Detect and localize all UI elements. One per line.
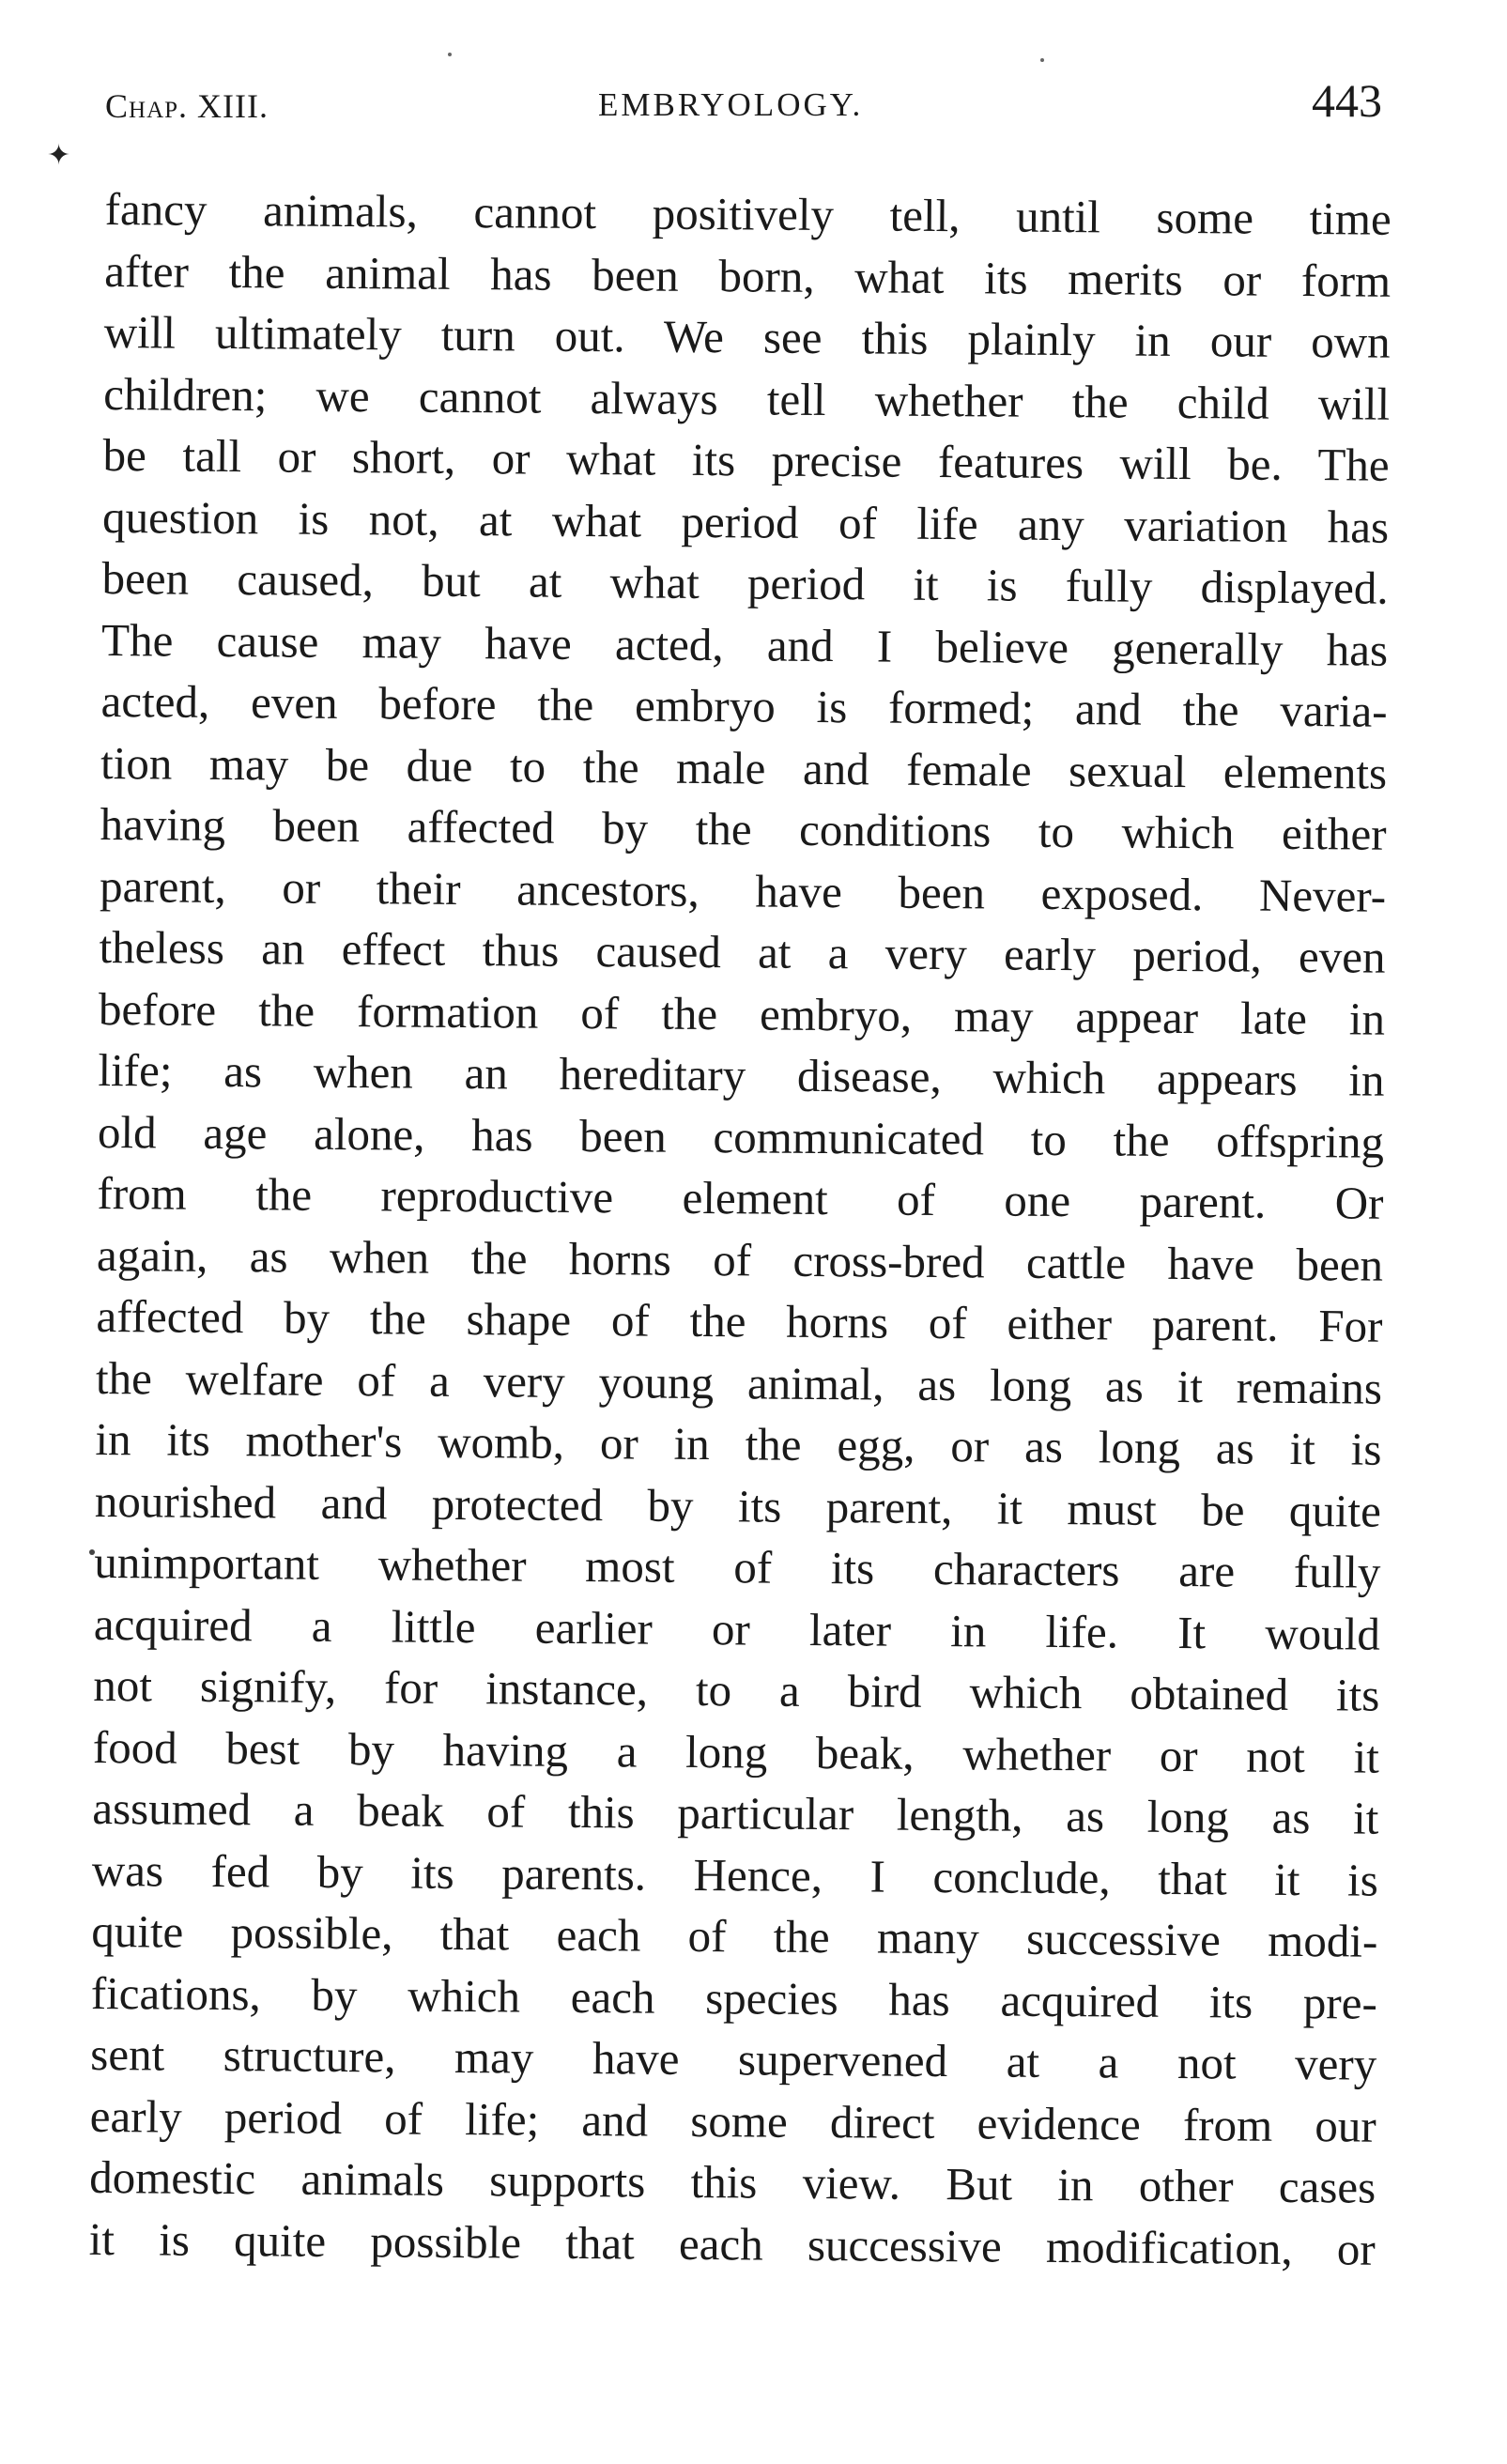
text-line: having been affected by the conditions to which either [100, 797, 1387, 860]
text-line: acted, even before the embryo is formed; and the varia- [100, 674, 1388, 737]
running-head [105, 73, 1382, 130]
text-line: been caused, but at what period it is fully displayed. [101, 551, 1389, 614]
text-line: old age alone, has been communicated to the offspring [97, 1105, 1385, 1168]
text-line: before the formation of the embryo, may appear late in [98, 982, 1386, 1045]
text-line: parent, or their ancestors, have been exposed. Never- [99, 859, 1387, 922]
text-line: The cause may have acted, and I believe generally has [100, 613, 1389, 676]
text-line: again, as when the horns of cross-bred cattle have been [96, 1228, 1384, 1291]
speck-mark [448, 53, 452, 56]
text-line: assumed a beak of this particular length, as long as it [92, 1781, 1379, 1844]
printer-mark-icon: ✦ [47, 139, 71, 172]
text-line: domestic animals supports this view. But in other cases [89, 2150, 1376, 2213]
text-line: from the reproductive element of one parent. Or [97, 1166, 1384, 1229]
text-line: in its mother's womb, or in the egg, or as long as it is [95, 1412, 1382, 1475]
text-line: fications, by which each species has acquired its pre- [90, 1966, 1378, 2029]
text-line: sent structure, may have supervened at a not very [90, 2027, 1377, 2090]
text-line: tion may be due to the male and female sexual elements [100, 736, 1388, 799]
text-line: fancy animals, cannot positively tell, until some time [104, 182, 1392, 245]
speck-mark [1040, 58, 1044, 62]
text-line: quite possible, that each of the many successive modi- [91, 1904, 1378, 1967]
text-line: question is not, at what period of life any variation has [101, 490, 1390, 553]
text-line: will ultimately turn out. We see this plainly in our own [103, 305, 1391, 368]
text-line: was fed by its parents. Hence, I conclude, that it is [91, 1843, 1379, 1906]
page-number: 443 [1312, 74, 1382, 127]
text-line: affected by the shape of the horns of either parent. For [96, 1289, 1383, 1352]
text-line: unimportant whether most of its characters are fully [94, 1535, 1381, 1598]
text-line: not signify, for instance, to a bird which obtained its [93, 1658, 1380, 1721]
text-line: life; as when an hereditary disease, which appears in [98, 1043, 1385, 1106]
text-line: theless an effect thus caused at a very early period, even [99, 920, 1386, 983]
text-line: after the animal has been born, what its merits or form [104, 244, 1392, 307]
chapter-title: EMBRYOLOGY. [598, 86, 864, 123]
text-line: acquired a little earlier or later in life. It would [93, 1597, 1381, 1660]
text-line: food best by having a long beak, whether or not it [92, 1720, 1380, 1783]
text-line: nourished and protected by its parent, it must be quite [94, 1474, 1382, 1537]
text-line: the welfare of a very young animal, as long as it remains [95, 1351, 1383, 1414]
text-line: it is quite possible that each successive modification, or [88, 2212, 1376, 2275]
text-line: be tall or short, or what its precise features will be. The [102, 428, 1390, 491]
text-line: children; we cannot always tell whether the child will [102, 367, 1391, 430]
text-line: early period of life; and some direct evidence from our [89, 2089, 1376, 2152]
body-text [89, 178, 1392, 2280]
chapter-label: Chap. XIII. [105, 87, 269, 125]
